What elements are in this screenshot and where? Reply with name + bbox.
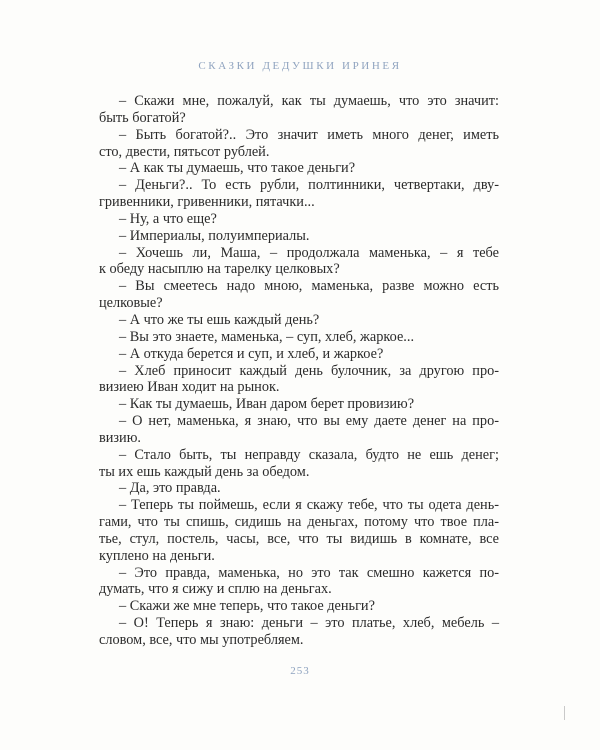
text-line: – О! Теперь я знаю: деньги – это платье, хлеб, мебель – bbox=[119, 615, 499, 632]
text-line: – Да, это правда. bbox=[119, 480, 221, 497]
text-line: – Скажи мне, пожалуй, как ты думаешь, что это значит: bbox=[119, 93, 499, 109]
text-line: куплено на деньги. bbox=[99, 547, 215, 564]
text-line: сто, двести, пятьсот рублей. bbox=[99, 143, 270, 160]
text-line: ты их ешь каждый день за обедом. bbox=[99, 463, 310, 480]
text-line: – Скажи же мне теперь, что такое деньги? bbox=[119, 598, 375, 615]
text-line: – Империалы, полуимпериалы. bbox=[119, 227, 310, 244]
text-line: – А что же ты ешь каждый день? bbox=[119, 311, 320, 328]
text-line: – О нет, маменька, я знаю, что вы ему даете денег на про- bbox=[119, 413, 499, 430]
text-line: быть богатой? bbox=[99, 109, 186, 126]
text-line: целковые? bbox=[99, 295, 163, 312]
text-line: – Ну, а что еще? bbox=[119, 210, 217, 227]
text-line: – Вы это знаете, маменька, – суп, хлеб, жаркое... bbox=[119, 328, 415, 345]
body-text bbox=[99, 93, 499, 649]
text-line: думать, что я сижу и сплю на деньгах. bbox=[99, 581, 332, 598]
text-line: – Теперь ты поймешь, если я скажу тебе, что ты одета день- bbox=[119, 497, 499, 514]
running-head: СКАЗКИ ДЕДУШКИ ИРИНЕЯ bbox=[198, 60, 402, 72]
text-line: – А как ты думаешь, что такое деньги? bbox=[119, 160, 356, 177]
text-line: гами, что ты спишь, сидишь на деньгах, потому что твое пла- bbox=[99, 514, 499, 531]
text-line: – Хлеб приносит каждый день булочник, за другою про- bbox=[119, 362, 499, 379]
text-line: – Как ты думаешь, Иван даром берет провизию? bbox=[119, 396, 415, 413]
text-line: – Быть богатой?.. Это значит иметь много денег, иметь bbox=[119, 126, 499, 143]
margin-mark bbox=[564, 706, 565, 720]
text-line: визию. bbox=[99, 429, 141, 446]
page-number: 253 bbox=[290, 665, 310, 677]
text-line: гривенники, гривенники, пятачки... bbox=[99, 194, 315, 211]
text-line: к обеду насыплю на тарелку целковых? bbox=[99, 261, 340, 278]
text-line: – Это правда, маменька, но это так смешно кажется по- bbox=[119, 564, 499, 581]
text-line: – Деньги?.. То есть рубли, полтинники, четвертаки, дву- bbox=[119, 177, 499, 194]
text-line: – Стало быть, ты неправду сказала, будто не ешь денег; bbox=[119, 446, 499, 463]
text-line: словом, все, что мы употребляем. bbox=[99, 632, 304, 648]
text-line: тье, стул, постель, часы, все, что ты видишь в комнате, все bbox=[99, 530, 499, 547]
text-line: – Вы смеетесь надо мною, маменька, разве можно есть bbox=[119, 278, 499, 295]
text-line: – А откуда берется и суп, и хлеб, и жаркое? bbox=[119, 345, 384, 362]
text-line: – Хочешь ли, Маша, – продолжала маменька, – я тебе bbox=[119, 244, 499, 261]
text-line: визиею Иван ходит на рынок. bbox=[99, 379, 280, 396]
